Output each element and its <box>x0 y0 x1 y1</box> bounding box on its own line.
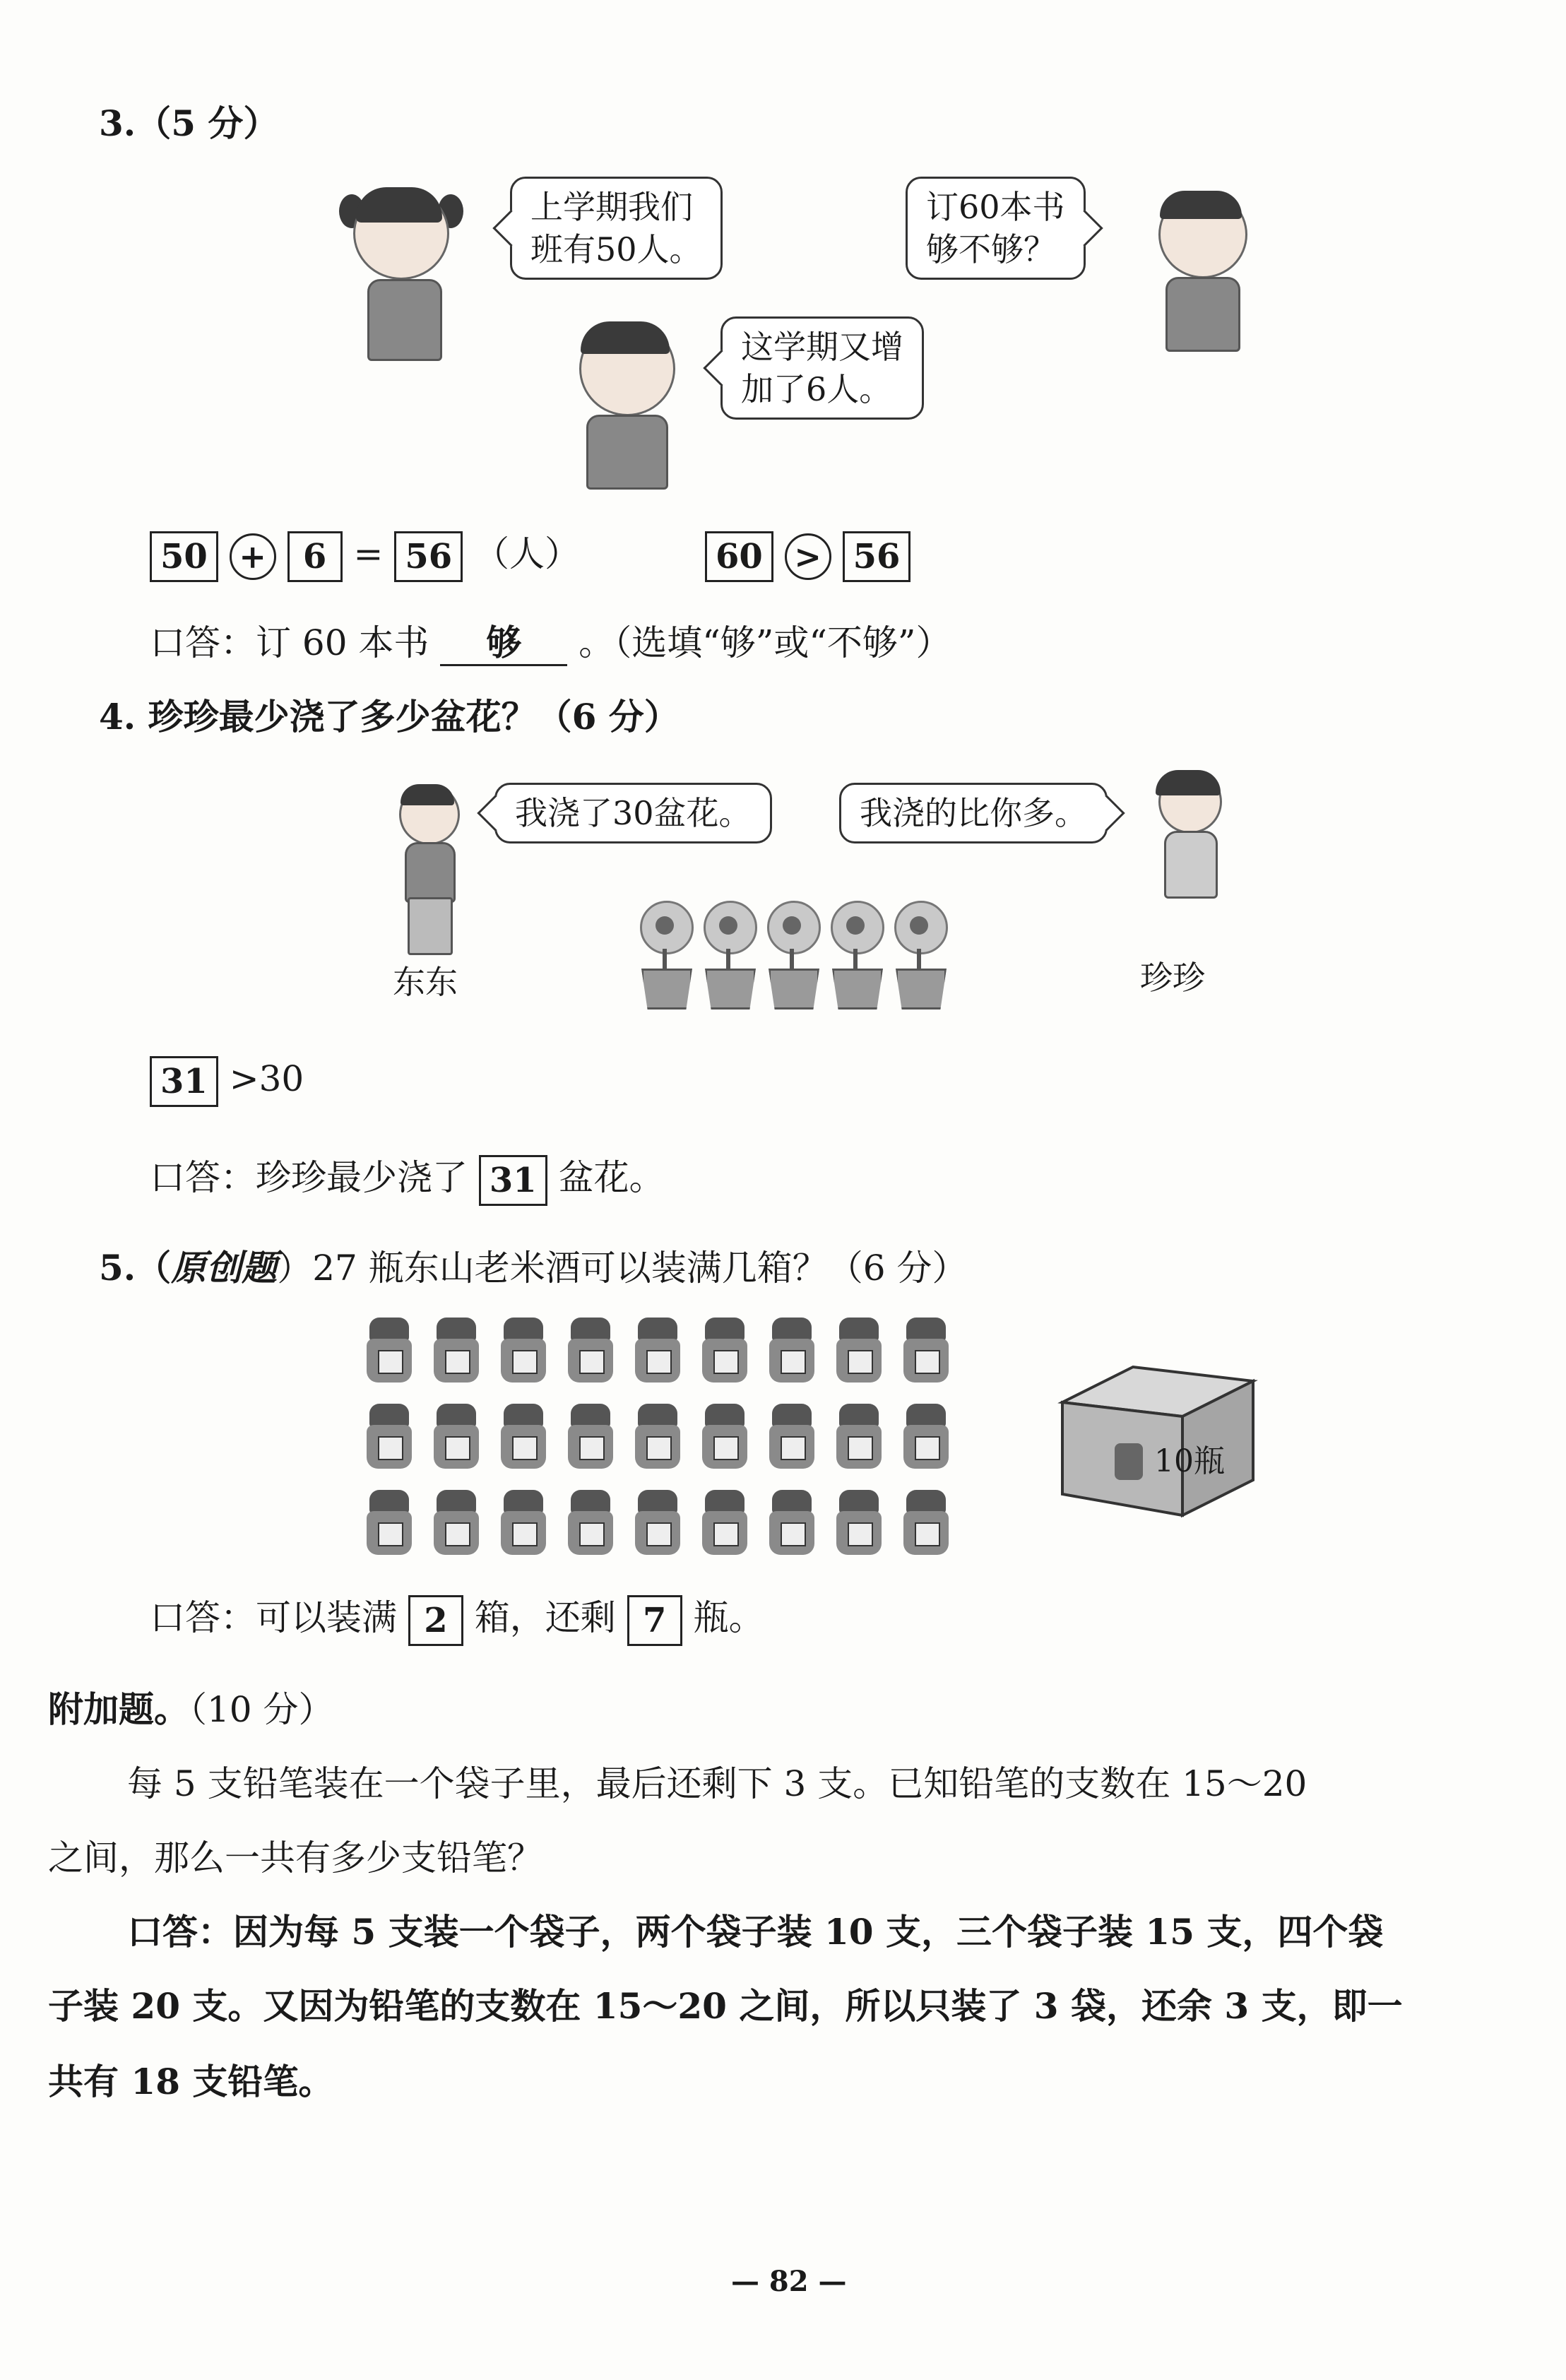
wine-jar-icon <box>901 1404 951 1472</box>
answer-text: 盆花。 <box>558 1157 665 1198</box>
q5-question: ）27 瓶东山老米酒可以装满几箱？（6 分） <box>277 1248 968 1289</box>
wine-jar-icon <box>565 1490 616 1558</box>
wine-jar-icon <box>766 1318 817 1385</box>
wine-jar-icon <box>431 1490 482 1558</box>
boy-right-illustration <box>1123 191 1279 353</box>
wine-jar-icon <box>834 1490 884 1558</box>
answer-box: 6 <box>287 531 343 582</box>
speech-bubble-boy-middle <box>720 316 924 420</box>
wine-jar-icon <box>1115 1443 1143 1480</box>
inequality-rest: >30 <box>229 1058 304 1099</box>
answer-box: 31 <box>479 1155 547 1206</box>
answer-text: 。（选填“够”或“不够”） <box>579 622 951 663</box>
box-label: 10瓶 <box>1154 1443 1225 1479</box>
q4-heading: 4. 珍珍最少浇了多少盆花？（6 分） <box>99 696 680 738</box>
flower-pot-icon <box>763 901 821 1007</box>
wine-jar-icon <box>565 1404 616 1472</box>
answer-text: 口答：订 60 本书 <box>150 622 429 663</box>
extra-points: （10 分） <box>189 1689 334 1730</box>
speech-bubble-dongdong: 我浇了30盆花。 <box>494 783 772 843</box>
wine-jar-icon <box>699 1318 750 1385</box>
girl-zhenzhen-illustration <box>1144 770 1236 947</box>
extra-answer-line-1: 口答：因为每 5 支装一个袋子，两个袋子装 10 支，三个袋子装 15 支，四个袋 <box>127 1911 1384 1953</box>
operator-circle: > <box>785 533 831 580</box>
wine-jar-icon <box>834 1318 884 1385</box>
wine-jar-icon <box>565 1318 616 1385</box>
wine-jar-icon <box>699 1404 750 1472</box>
wine-jar-grid <box>364 1318 971 1558</box>
wine-jar-icon <box>699 1490 750 1558</box>
answer-text: 口答：可以装满 <box>150 1597 397 1638</box>
q3-comparison <box>705 531 910 582</box>
q5-heading <box>99 1247 967 1289</box>
flower-pot-icon <box>826 901 884 1007</box>
wine-jar-icon <box>901 1490 951 1558</box>
wine-jar-icon <box>766 1490 817 1558</box>
bubble-line: 这学期又增 <box>741 328 903 366</box>
extra-question-line-1: 每 5 支铅笔装在一个袋子里，最后还剩下 3 支。已知铅笔的支数在 15～20 <box>127 1763 1307 1804</box>
answer-text: 口答：珍珍最少浇了 <box>150 1157 468 1198</box>
wine-jar-icon <box>901 1318 951 1385</box>
name-dongdong: 东东 <box>393 963 458 1001</box>
bubble-line: 订60本书 <box>926 188 1065 226</box>
boy-dongdong-illustration <box>385 784 484 954</box>
q4-answer <box>150 1155 665 1206</box>
q5-tag: 原创题 <box>171 1247 278 1289</box>
flower-pots <box>636 901 954 1014</box>
speech-bubble-zhenzhen: 我浇的比你多。 <box>839 783 1108 843</box>
wine-jar-icon <box>632 1404 683 1472</box>
extra-answer-line-3: 共有 18 支铅笔。 <box>48 2061 334 2102</box>
answer-fill: 够 <box>440 622 567 666</box>
flower-pot-icon <box>890 901 948 1007</box>
extra-question-line-2: 之间，那么一共有多少支铅笔？ <box>48 1837 542 1878</box>
operator-circle: + <box>230 533 276 580</box>
extra-answer-line-2: 子装 20 支。又因为铅笔的支数在 15～20 之间，所以只装了 3 袋，还余 3 支，即一 <box>48 1985 1403 2027</box>
wine-jar-icon <box>364 1490 415 1558</box>
answer-box: 2 <box>408 1595 463 1646</box>
boy-middle-illustration <box>551 321 706 491</box>
unit-label: （人） <box>474 533 581 574</box>
answer-box: 56 <box>843 531 911 582</box>
q4-inequality <box>150 1056 304 1107</box>
wine-jar-icon <box>364 1318 415 1385</box>
q5-number: 5.（ <box>99 1247 172 1289</box>
girl-illustration <box>325 180 487 364</box>
speech-bubble-girl <box>510 177 723 280</box>
name-zhenzhen: 珍珍 <box>1140 959 1205 997</box>
flower-pot-icon <box>636 901 694 1007</box>
answer-box: 31 <box>150 1056 218 1107</box>
answer-box: 60 <box>705 531 773 582</box>
bubble-line: 够不够？ <box>926 230 1056 268</box>
q3-heading: 3.（5 分） <box>99 102 279 144</box>
equals-sign: = <box>353 533 384 574</box>
speech-bubble-boy-right <box>906 177 1086 280</box>
wine-jar-icon <box>632 1490 683 1558</box>
bubble-line: 上学期我们 <box>530 188 693 226</box>
wine-jar-icon <box>431 1404 482 1472</box>
q5-answer <box>150 1595 764 1646</box>
q3-equation <box>150 531 580 582</box>
answer-text: 箱，还剩 <box>474 1597 616 1638</box>
wine-jar-icon <box>364 1404 415 1472</box>
page-number: — 82 — <box>731 2265 847 2298</box>
answer-box: 50 <box>150 531 218 582</box>
bubble-line: 加了6人。 <box>741 370 892 408</box>
wine-jar-icon <box>834 1404 884 1472</box>
wine-jar-icon <box>632 1318 683 1385</box>
wine-jar-icon <box>498 1318 549 1385</box>
wine-jar-icon <box>431 1318 482 1385</box>
flower-pot-icon <box>699 901 757 1007</box>
answer-box: 7 <box>627 1595 682 1646</box>
extra-heading <box>48 1688 334 1731</box>
wine-box-illustration <box>1048 1360 1260 1522</box>
extra-title: 附加题。 <box>48 1688 189 1730</box>
wine-jar-icon <box>766 1404 817 1472</box>
q3-answer <box>150 622 951 666</box>
answer-text: 瓶。 <box>693 1597 764 1638</box>
wine-jar-icon <box>498 1404 549 1472</box>
answer-box: 56 <box>394 531 463 582</box>
bubble-line: 班有50人。 <box>530 230 702 268</box>
wine-jar-icon <box>498 1490 549 1558</box>
